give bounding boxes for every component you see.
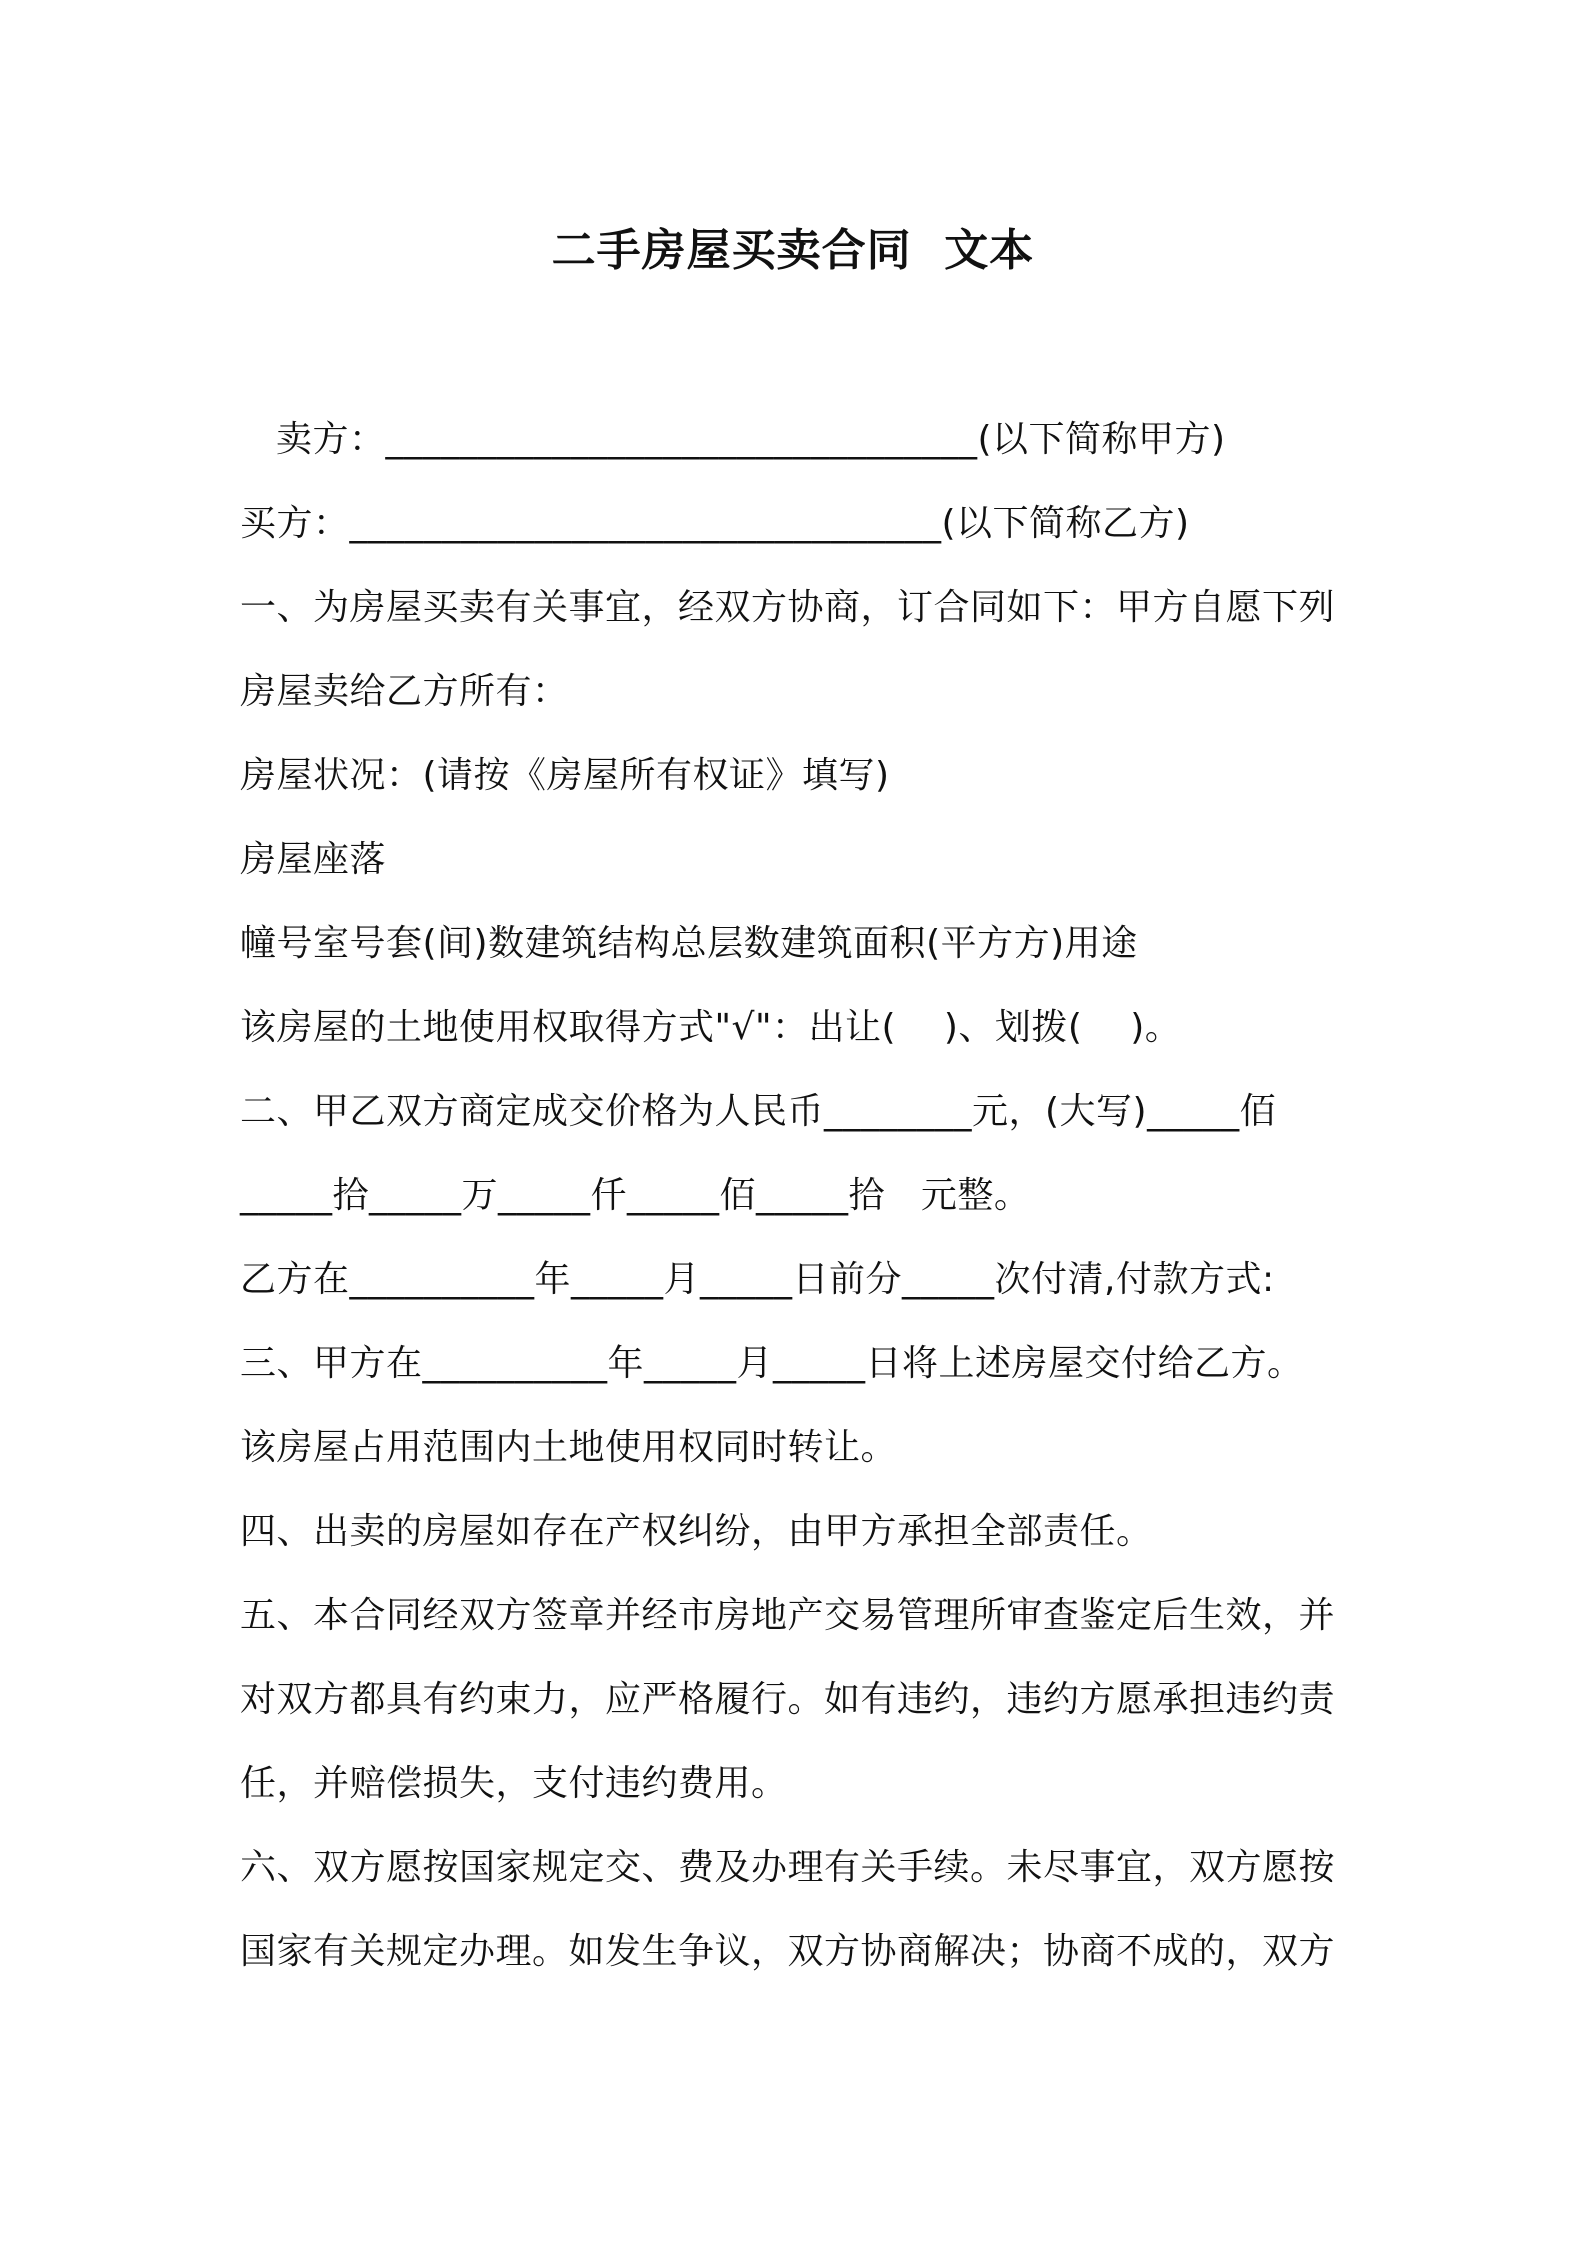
- clause-2-line-1: 二、甲乙双方商定成交价格为人民币________元，(大写)_____佰: [240, 1091, 1277, 1132]
- buyer-line: 买方：________________________________(以下简称乙方): [240, 503, 1190, 544]
- clause-5-line-3: 任，并赔偿损失，支付违约费用。: [240, 1763, 788, 1804]
- clause-1-line-1: 一、为房屋买卖有关事宜，经双方协商，订合同如下：甲方自愿下列: [240, 587, 1336, 628]
- seller-line: 卖方：________________________________(以下简称甲方): [276, 419, 1226, 460]
- clause-5-line-2: 对双方都具有约束力，应严格履行。如有违约，违约方愿承担违约责: [240, 1679, 1336, 1720]
- clause-2-line-2: _____拾_____万_____仟_____佰_____拾 元整。: [240, 1175, 1031, 1216]
- payment-line: 乙方在__________年_____月_____日前分_____次付清,付款方式:: [240, 1259, 1275, 1300]
- house-location-line: 房屋座落: [240, 839, 387, 880]
- house-status-line: 房屋状况：(请按《房屋所有权证》填写): [240, 755, 890, 796]
- clause-6-line-2: 国家有关规定办理。如发生争议，双方协商解决；协商不成的，双方: [240, 1931, 1336, 1972]
- clause-3-line-1: 三、甲方在__________年_____月_____日将上述房屋交付给乙方。: [240, 1343, 1304, 1384]
- land-use-line: 该房屋的土地使用权取得方式"√"：出让( )、划拨( )。: [240, 1007, 1182, 1048]
- clause-4-line: 四、出卖的房屋如存在产权纠纷，由甲方承担全部责任。: [240, 1511, 1153, 1552]
- document-title: 二手房屋买卖合同 文本: [551, 225, 1035, 276]
- clause-5-line-1: 五、本合同经双方签章并经市房地产交易管理所审查鉴定后生效，并: [240, 1595, 1336, 1636]
- clause-3-line-2: 该房屋占用范围内土地使用权同时转让。: [240, 1427, 898, 1468]
- clause-1-line-2: 房屋卖给乙方所有：: [240, 671, 569, 712]
- clause-6-line-1: 六、双方愿按国家规定交、费及办理有关手续。未尽事宜，双方愿按: [240, 1847, 1336, 1888]
- house-fields-line: 幢号室号套(间)数建筑结构总层数建筑面积(平方方)用途: [240, 923, 1138, 964]
